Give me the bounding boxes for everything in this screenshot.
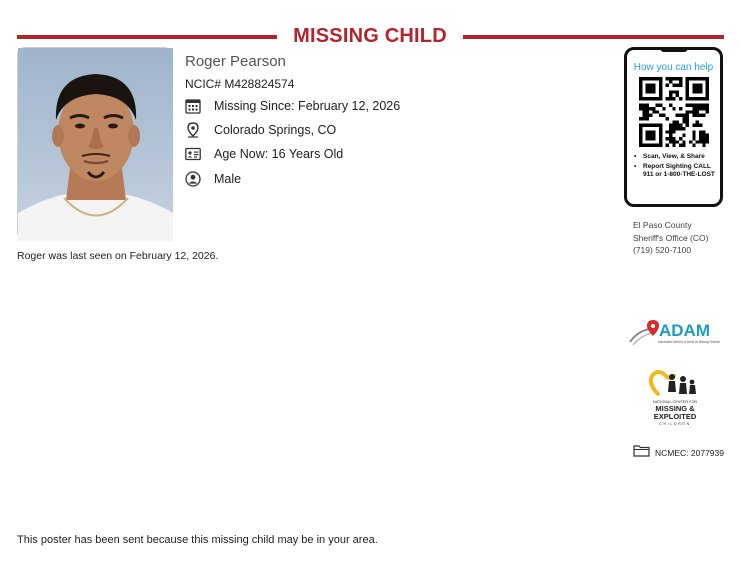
agency-name-line1: El Paso County [633, 220, 692, 230]
ncmec-missing-text: MISSING & [655, 404, 695, 413]
folder-icon [633, 444, 650, 462]
child-name: Roger Pearson [185, 53, 286, 70]
ncmec-case-row [633, 446, 724, 460]
calendar-icon [185, 98, 201, 114]
child-photo [17, 47, 172, 240]
location-row [185, 121, 337, 139]
adam-tagline: Automated Delivery of Alerts on Missing Children [658, 340, 720, 344]
ncmec-case-number: NCMEC: 2077939 [655, 448, 724, 458]
qr-code[interactable] [639, 77, 709, 147]
missing-since-row [185, 97, 401, 115]
help-list [633, 153, 721, 181]
phone-notch [660, 47, 688, 52]
gender-row [185, 170, 242, 188]
ncmec-top-text: NATIONAL CENTER FOR [652, 400, 698, 404]
age-row [185, 145, 344, 163]
poster-title: MISSING CHILD [293, 25, 447, 47]
missing-since-text: Missing Since: February 12, 2026 [214, 99, 401, 113]
ncmec-logo [646, 368, 704, 430]
footer-note: This poster has been sent because this missing child may be in your area. [17, 534, 378, 546]
last-seen-text: Roger was last seen on February 12, 2026. [17, 250, 219, 262]
id-card-icon [185, 146, 201, 162]
adam-wordmark: ADAM [659, 321, 710, 340]
agency-contact [633, 219, 708, 257]
help-card-title: How you can help [633, 62, 714, 73]
agency-phone: (719) 520-7100 [633, 245, 692, 255]
ncic-number: NCIC# M428824574 [185, 77, 295, 91]
location-text: Colorado Springs, CO [214, 123, 337, 137]
person-icon [185, 171, 201, 187]
location-pin-icon [185, 122, 201, 138]
help-card [624, 47, 723, 207]
adam-logo [628, 318, 722, 352]
ncmec-exploited-text: EXPLOITED [653, 412, 697, 421]
ncmec-children-text: CHILDREN [659, 422, 691, 426]
help-item-report: • Report Sighting CALL 911 or 1-800-THE-LOST [633, 163, 721, 180]
header-rule-left [17, 35, 277, 39]
agency-name-line2: Sheriff's Office (CO) [633, 232, 709, 243]
gender-text: Male [214, 172, 242, 186]
age-text: Age Now: 16 Years Old [214, 147, 344, 161]
header-rule-right [463, 35, 724, 39]
help-item-scan: • Scan, View, & Share [633, 153, 721, 162]
